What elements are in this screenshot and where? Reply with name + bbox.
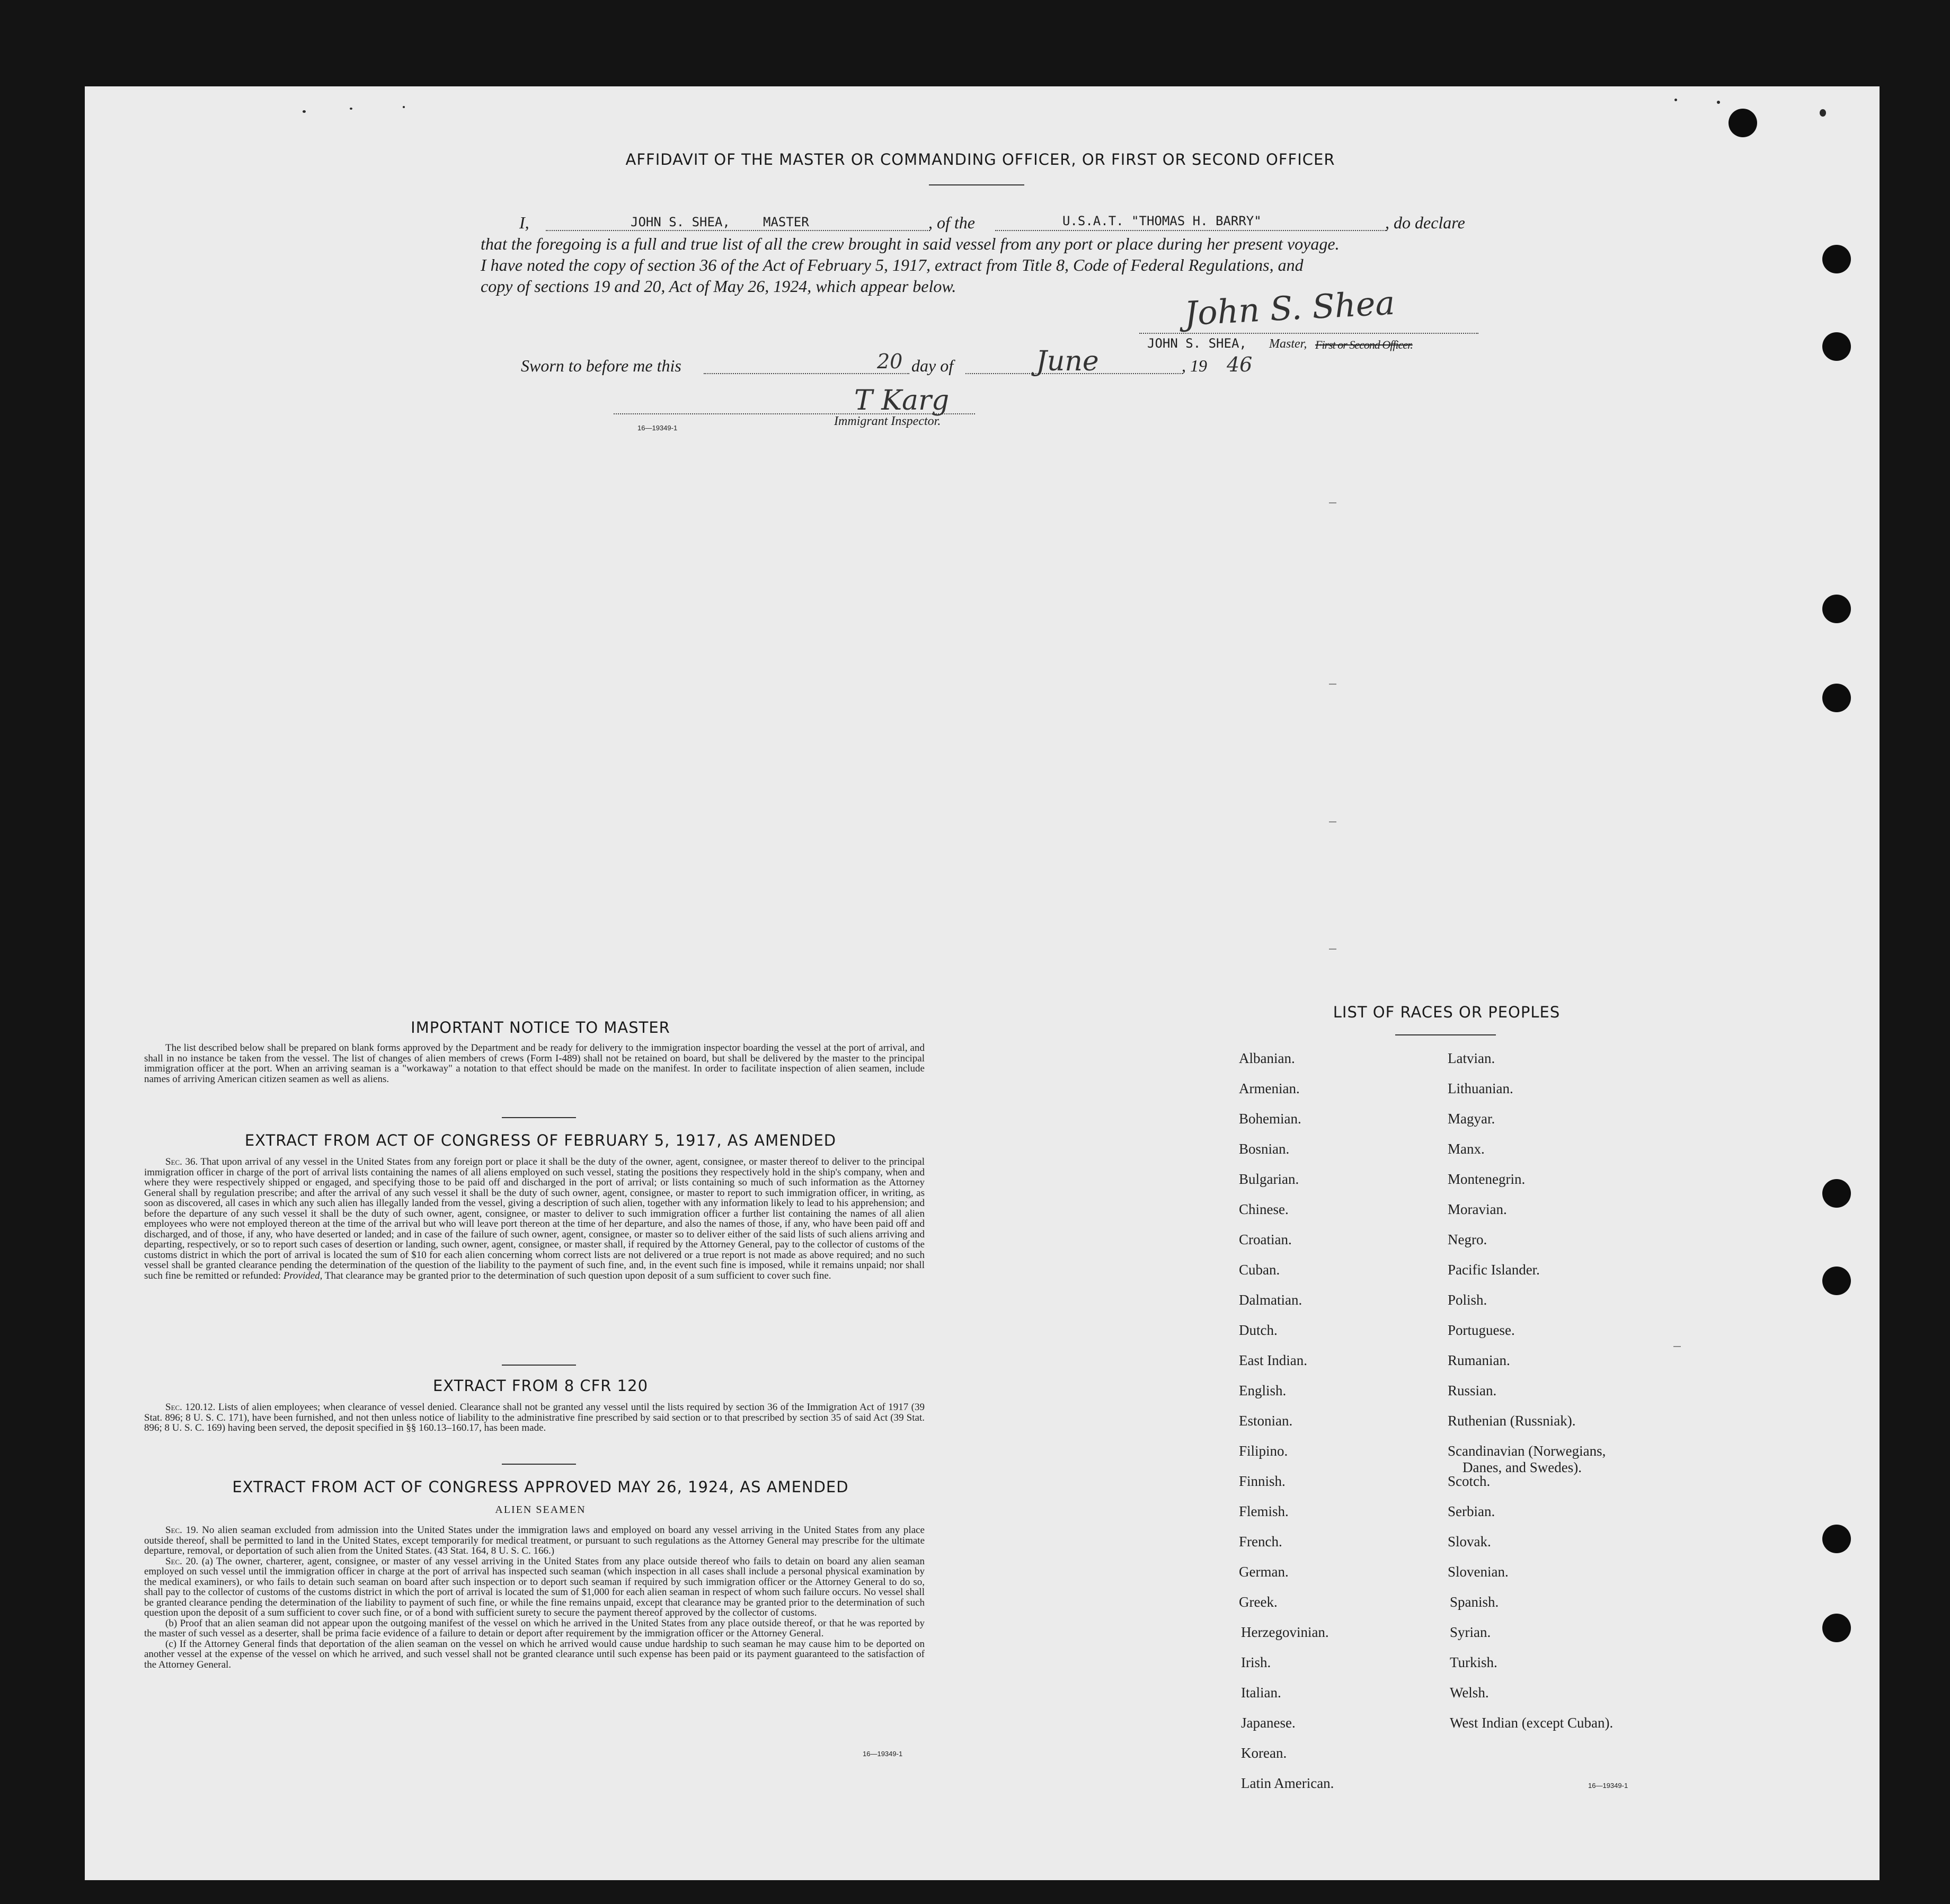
race-item: Syrian. xyxy=(1450,1624,1491,1640)
cfr-body xyxy=(144,1402,925,1433)
scan-mark xyxy=(1329,684,1336,685)
notice-paragraph: The list described below shall be prepared on blank forms approved by the Department and be ready for delivery to the immigration inspector boarding the vessel at the port of arrival, and shall in no instance be taken from the vessel. The list of changes of alien members of crews (Form I-489) shall not be retained on board, but shall be delivered by the master to the principal immigration officer at the port. When an arriving seaman is a "workaway" a notation to that effect should be made on the manifest. In order to facilitate inspection of alien seamen, include names of arriving American citizen seamen as well as aliens. xyxy=(144,1042,925,1085)
race-item: Latin American. xyxy=(1241,1775,1334,1791)
signer-typed-name: JOHN S. SHEA, xyxy=(1147,336,1247,351)
sec-20-label: Sec. 20. xyxy=(165,1555,199,1567)
race-item: Armenian. xyxy=(1239,1081,1300,1096)
race-item: West Indian (except Cuban). xyxy=(1450,1715,1614,1731)
day-of-label: day of xyxy=(911,356,954,375)
sec-36-paragraph xyxy=(144,1157,925,1281)
year-value: 46 xyxy=(1227,353,1253,376)
race-item: Herzegovinian. xyxy=(1241,1624,1329,1640)
extract-form-number: 16—19349-1 xyxy=(863,1750,903,1758)
punch-hole xyxy=(1822,245,1851,273)
race-item: Chinese. xyxy=(1239,1201,1289,1217)
cfr-title: EXTRACT FROM 8 CFR 120 xyxy=(432,1377,649,1395)
sworn-day-value: 20 xyxy=(877,350,903,373)
speck xyxy=(303,110,306,113)
do-declare-label: , do declare xyxy=(1385,213,1465,232)
race-item: Filipino. xyxy=(1239,1443,1288,1459)
race-item: Slovak. xyxy=(1448,1534,1491,1549)
speck xyxy=(403,106,405,108)
sec-120-12-label: Sec. 120.12. xyxy=(165,1402,216,1413)
races-title: LIST OF RACES OR PEOPLES xyxy=(1333,1003,1561,1021)
race-item: Rumanian. xyxy=(1448,1352,1510,1368)
punch-hole xyxy=(1729,109,1757,137)
race-item: Dalmatian. xyxy=(1239,1292,1302,1308)
race-item: Dutch. xyxy=(1239,1322,1278,1338)
affidavit-title: AFFIDAVIT OF THE MASTER OR COMMANDING OFFICER, OR FIRST OR SECOND OFFICER xyxy=(625,150,1335,169)
race-item: Montenegrin. xyxy=(1448,1171,1526,1187)
name-field-line xyxy=(546,230,930,231)
race-item: German. xyxy=(1239,1564,1289,1580)
race-item: Bohemian. xyxy=(1239,1111,1301,1127)
race-item: Latvian. xyxy=(1448,1050,1495,1066)
extract-1917-divider xyxy=(502,1365,576,1366)
notice-divider xyxy=(502,1117,576,1118)
speck xyxy=(1674,99,1677,101)
alien-seamen-subtitle: ALIEN SEAMEN xyxy=(495,1504,586,1516)
master-signature: John S. Shea xyxy=(1183,283,1396,333)
inspector-title: Immigrant Inspector. xyxy=(834,414,941,428)
race-item: Flemish. xyxy=(1239,1503,1289,1519)
sec-20a-text: (a) The owner, charterer, agent, consignee, or master of any vessel arriving in the United States from any place outside thereof who fails to detain on board any alien seaman employed on such vessel until the immigration officer in charge at the port of arrival has inspected such seaman (which inspection in all cases shall include a personal physical examination by the medical examiners), or who fails to detain such seaman on board after such inspection or to deport such seaman if required by such immigration officer or the Attorney General to do so, shall pay to the collector of customs of the customs district in which the port of arrival is located the sum of $1,000 for each alien seaman in respect of whom such failure occurs. No vessel shall be granted clearance pending the determination of the liability to payment of such fine, or while the fine remains unpaid, except that clearance may be granted prior to the determination of such question upon the deposit of a sum sufficient to cover such fine, or of a bond with sufficient surety to secure the payment thereof approved by the collector of customs. xyxy=(144,1555,925,1618)
race-item: Magyar. xyxy=(1448,1111,1495,1127)
race-item: Bosnian. xyxy=(1239,1141,1290,1157)
sec-19-text: No alien seaman excluded from admission into the United States under the immigration laws and employed on board any vessel arriving in the United States from any place outside thereof, shall be permitted to land in the United States, except temporarily for medical treatment, or pursuant to such regulations as the Attorney General may prescribe for the ultimate departure, removal, or deportation of such alien from the United States. (43 Stat. 164, 8 U. S. C. 166.) xyxy=(144,1525,925,1556)
scan-mark xyxy=(1329,821,1336,822)
race-item: Albanian. xyxy=(1239,1050,1295,1066)
notice-title: IMPORTANT NOTICE TO MASTER xyxy=(411,1019,670,1037)
sec-19-label: Sec. 19. xyxy=(165,1525,199,1536)
race-item: East Indian. xyxy=(1239,1352,1307,1368)
vessel-value: U.S.A.T. "THOMAS H. BARRY" xyxy=(1062,214,1262,228)
affidavit-form-number: 16—19349-1 xyxy=(637,424,678,432)
race-item: English. xyxy=(1239,1383,1287,1398)
extract-1917-body xyxy=(144,1157,925,1281)
speck xyxy=(1717,101,1720,104)
sec-19-paragraph xyxy=(144,1525,925,1556)
scan-mark xyxy=(1329,502,1336,503)
punch-hole xyxy=(1822,684,1851,712)
sworn-month-value: June xyxy=(1036,346,1099,377)
race-item: Korean. xyxy=(1241,1745,1287,1761)
sec-20a-paragraph xyxy=(144,1556,925,1618)
punch-hole xyxy=(1822,1179,1851,1208)
vessel-field-line xyxy=(995,230,1387,231)
punch-hole xyxy=(1822,1525,1851,1553)
affidavit-prefix: I, xyxy=(519,213,529,232)
race-item: Manx. xyxy=(1448,1141,1485,1157)
races-title-underline xyxy=(1395,1034,1496,1035)
signer-struck-title: First or Second Officer. xyxy=(1315,338,1413,351)
race-item: Estonian. xyxy=(1239,1413,1293,1429)
race-item: French. xyxy=(1239,1534,1282,1549)
signature-line xyxy=(1139,333,1478,334)
punch-hole xyxy=(1822,595,1851,623)
race-item: Ruthenian (Russniak). xyxy=(1448,1413,1576,1429)
title-underline xyxy=(929,184,1024,185)
race-item: Pacific Islander. xyxy=(1448,1262,1540,1278)
of-the-label: , of the xyxy=(928,213,975,232)
race-item: Bulgarian. xyxy=(1239,1171,1299,1187)
sec-20b-paragraph: (b) Proof that an alien seaman did not appear upon the outgoing manifest of the vessel on which he arrived in the United States from any place outside thereof, or that he was reported by the master of such vessel as a deserter, shall be prima facie evidence of a failure to detain or deport after requirement by the immigration officer or the Attorney General. xyxy=(144,1617,925,1639)
race-item: Japanese. xyxy=(1241,1715,1296,1731)
master-rank-value: MASTER xyxy=(763,215,809,229)
race-item: Italian. xyxy=(1241,1685,1281,1701)
race-item: Turkish. xyxy=(1450,1654,1497,1670)
scan-mark xyxy=(1329,949,1336,950)
punch-hole xyxy=(1822,1614,1851,1642)
affidavit-line-2: that the foregoing is a full and true list of all the crew brought in said vessel from any port or place during her present voyage. xyxy=(481,234,1340,253)
sworn-day-line xyxy=(704,373,909,374)
extract-1924-title: EXTRACT FROM ACT OF CONGRESS APPROVED MAY 26, 1924, AS AMENDED xyxy=(232,1478,849,1496)
inspector-signature: T Karg xyxy=(854,385,950,417)
race-item: Negro. xyxy=(1448,1232,1487,1247)
punch-hole xyxy=(1822,1267,1851,1295)
race-item: Scotch. xyxy=(1448,1473,1491,1489)
race-item: Spanish. xyxy=(1450,1594,1499,1610)
race-item: Croatian. xyxy=(1239,1232,1292,1247)
speck xyxy=(350,108,352,110)
races-form-number: 16—19349-1 xyxy=(1588,1782,1628,1790)
sec-36-text: That upon arrival of any vessel in the United States from any foreign port or place it shall be the duty of the owner, agent, consignee, or master thereof to deliver to the principal immigration officer in charge of the port of arrival lists containing the names of all aliens employed on such vessel, stating the positions they respectively hold in the ship's company, when and where they were respectively shipped or engaged, and specifying those to be paid off and discharged in the port of arrival; or lists containing so much of such information as the Attorney General shall by regulation prescribe; and after the arrival of any such vessel it shall be the duty of such owner, agent, consignee, or master to report to such immigration officer, in writing, as soon as discovered, all cases in which any such alien has illegally landed from the vessel, giving a description of such alien, together with any information likely to lead to his apprehension; and before the departure of any such vessel it shall be the duty of such owner, agent, consignee, or master to deliver to such immigration officer a further list containing the names of all alien employees who were not employed thereon at the time of the arrival but who will leave port thereon at the time of her departure, and also the names of those, if any, who have been paid off and discharged, and of those, if any, who have deserted or landed; and in case of the failure of such owner, agent, consignee, or master so to deliver either of the said lists of such aliens arriving and departing, respectively, or so to report such cases of desertion or landing, such owner, agent, consignee, or master shall, if required by the Attorney General, pay to the collector of customs of the customs district in which the port of arrival is located the sum of $10 for each alien concerning whom correct lists are not delivered or a true report is not made as above required; and no such vessel shall be granted clearance pending the determination of the question of the liability to the payment of such fine, and, in the event such fine is imposed, while it remains unpaid; nor shall such fine be remitted or refunded: xyxy=(144,1156,925,1281)
provided-word: Provided, xyxy=(283,1270,323,1281)
race-item: Welsh. xyxy=(1450,1685,1489,1701)
scan-mark xyxy=(1673,1346,1681,1347)
race-item: Slovenian. xyxy=(1448,1564,1509,1580)
race-item: Lithuanian. xyxy=(1448,1081,1513,1096)
race-item: Serbian. xyxy=(1448,1503,1495,1519)
signer-title: Master, xyxy=(1269,337,1307,351)
cfr-text: Lists of alien employees; when clearance of vessel denied. Clearance shall not be granted any vessel until the lists required by section 36 of the Immigration Act of 1917 (39 Stat. 896; 8 U. S. C. 171), have been furnished, and not then unless notice of liability to the administrative fine prescribed by said section or to that prescribed by section 35 of said Act (39 Stat. 896; 8 U. S. C. 169) having been served, the deposit specified in §§ 160.13–160.17, has been made. xyxy=(144,1402,925,1433)
year-prefix: , 19 xyxy=(1182,356,1207,375)
cfr-paragraph xyxy=(144,1402,925,1433)
race-item: Scandinavian (Norwegians, xyxy=(1448,1443,1606,1459)
sec-36-text-end: That clearance may be granted prior to the determination of such question upon deposit of a sum sufficient to cover such fine. xyxy=(324,1270,831,1281)
race-item: Portuguese. xyxy=(1448,1322,1515,1338)
race-item: Russian. xyxy=(1448,1383,1497,1398)
affidavit-line-3: I have noted the copy of section 36 of the Act of February 5, 1917, extract from Title 8, Code of Federal Regulations, and xyxy=(481,255,1304,274)
extract-1924-body xyxy=(144,1525,925,1670)
punch-hole xyxy=(1822,332,1851,361)
extract-1917-title: EXTRACT FROM ACT OF CONGRESS OF FEBRUARY 5, 1917, AS AMENDED xyxy=(244,1131,837,1149)
race-item: Irish. xyxy=(1241,1654,1271,1670)
sec-36-label: Sec. 36. xyxy=(165,1156,198,1167)
notice-body xyxy=(144,1043,925,1084)
affidavit-line-4: copy of sections 19 and 20, Act of May 26, 1924, which appear below. xyxy=(481,277,956,296)
speck xyxy=(1820,109,1826,117)
sec-20c-paragraph: (c) If the Attorney General finds that deportation of the alien seaman on the vessel on which he arrived would cause undue hardship to such seaman he may cause him to be deported on another vessel at the expense of the vessel on which he arrived, and such vessel shall not be granted clearance until such expense has been paid or its payment guaranteed to the satisfaction of the Attorney General. xyxy=(144,1638,925,1670)
race-item: Moravian. xyxy=(1448,1201,1507,1217)
race-item: Finnish. xyxy=(1239,1473,1286,1489)
race-item: Cuban. xyxy=(1239,1262,1280,1278)
sworn-prefix: Sworn to before me this xyxy=(521,356,681,375)
race-item: Polish. xyxy=(1448,1292,1487,1308)
master-name-value: JOHN S. SHEA, xyxy=(631,215,730,229)
race-item: Danes, and Swedes). xyxy=(1462,1459,1582,1475)
cfr-divider xyxy=(502,1464,576,1465)
race-item: Greek. xyxy=(1239,1594,1278,1610)
